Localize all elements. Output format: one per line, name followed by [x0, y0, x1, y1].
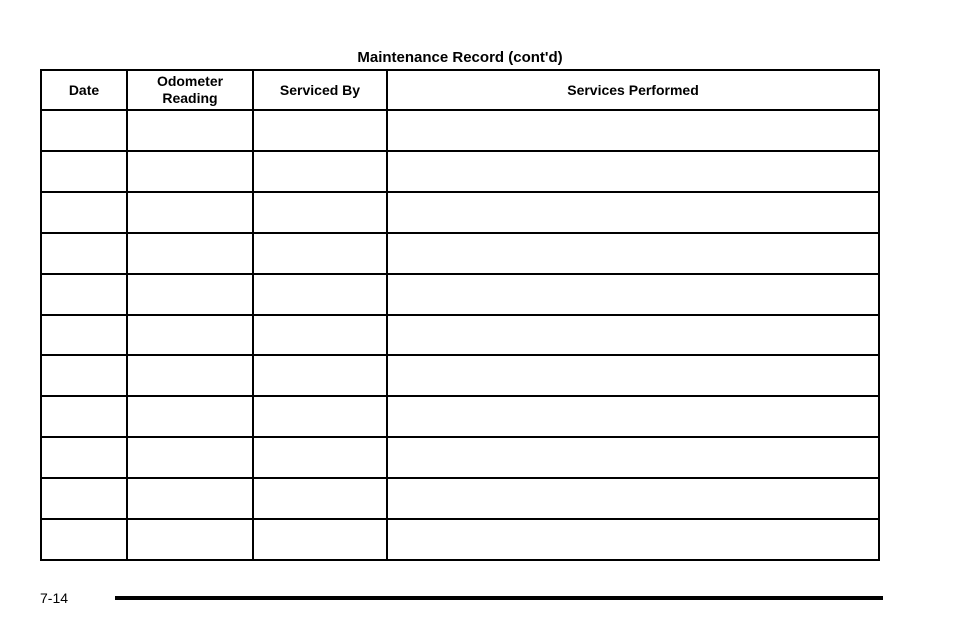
cell-services-performed [387, 519, 879, 560]
cell-services-performed [387, 110, 879, 151]
cell-date [41, 192, 127, 233]
cell-odometer-reading [127, 396, 253, 437]
maintenance-record-table [40, 69, 880, 561]
table-row [41, 437, 879, 478]
table-row [41, 274, 879, 315]
column-header-serviced-by-label: Serviced By [279, 81, 361, 98]
cell-date [41, 151, 127, 192]
cell-serviced-by [253, 315, 387, 356]
table-row [41, 192, 879, 233]
table-row [41, 315, 879, 356]
cell-services-performed [387, 151, 879, 192]
cell-serviced-by [253, 478, 387, 519]
cell-date [41, 396, 127, 437]
cell-odometer-reading [127, 315, 253, 356]
cell-odometer-reading [127, 478, 253, 519]
column-header-services-performed [387, 70, 879, 110]
cell-services-performed [387, 315, 879, 356]
cell-services-performed [387, 233, 879, 274]
cell-services-performed [387, 355, 879, 396]
cell-date [41, 478, 127, 519]
cell-odometer-reading [127, 355, 253, 396]
cell-odometer-reading [127, 192, 253, 233]
cell-serviced-by [253, 519, 387, 560]
cell-date [41, 437, 127, 478]
cell-serviced-by [253, 233, 387, 274]
footer-rule [115, 596, 883, 600]
cell-serviced-by [253, 355, 387, 396]
cell-serviced-by [253, 110, 387, 151]
column-header-services-performed-label: Services Performed [567, 81, 699, 98]
column-header-odometer-line2: Reading [162, 90, 218, 106]
cell-odometer-reading [127, 519, 253, 560]
cell-serviced-by [253, 151, 387, 192]
table-row [41, 110, 879, 151]
table-row [41, 233, 879, 274]
cell-services-performed [387, 274, 879, 315]
table-row [41, 396, 879, 437]
cell-serviced-by [253, 437, 387, 478]
cell-date [41, 355, 127, 396]
cell-serviced-by [253, 396, 387, 437]
table-row [41, 478, 879, 519]
cell-odometer-reading [127, 274, 253, 315]
column-header-serviced-by [253, 70, 387, 110]
column-header-odometer-line1: Odometer [156, 73, 224, 89]
cell-services-performed [387, 478, 879, 519]
cell-services-performed [387, 192, 879, 233]
cell-date [41, 315, 127, 356]
cell-odometer-reading [127, 437, 253, 478]
table-body [41, 110, 879, 560]
cell-odometer-reading [127, 110, 253, 151]
table-row [41, 151, 879, 192]
table-row [41, 355, 879, 396]
column-header-date-label: Date [68, 81, 100, 98]
table-row [41, 519, 879, 560]
cell-serviced-by [253, 192, 387, 233]
page-number: 7-14 [40, 590, 69, 606]
column-header-odometer-reading [127, 70, 253, 110]
cell-odometer-reading [127, 233, 253, 274]
cell-date [41, 274, 127, 315]
cell-services-performed [387, 437, 879, 478]
cell-serviced-by [253, 274, 387, 315]
cell-date [41, 110, 127, 151]
header-row [41, 70, 879, 110]
cell-date [41, 519, 127, 560]
cell-date [41, 233, 127, 274]
column-header-date [41, 70, 127, 110]
table-title: Maintenance Record (cont'd) [357, 49, 563, 66]
cell-services-performed [387, 396, 879, 437]
cell-odometer-reading [127, 151, 253, 192]
